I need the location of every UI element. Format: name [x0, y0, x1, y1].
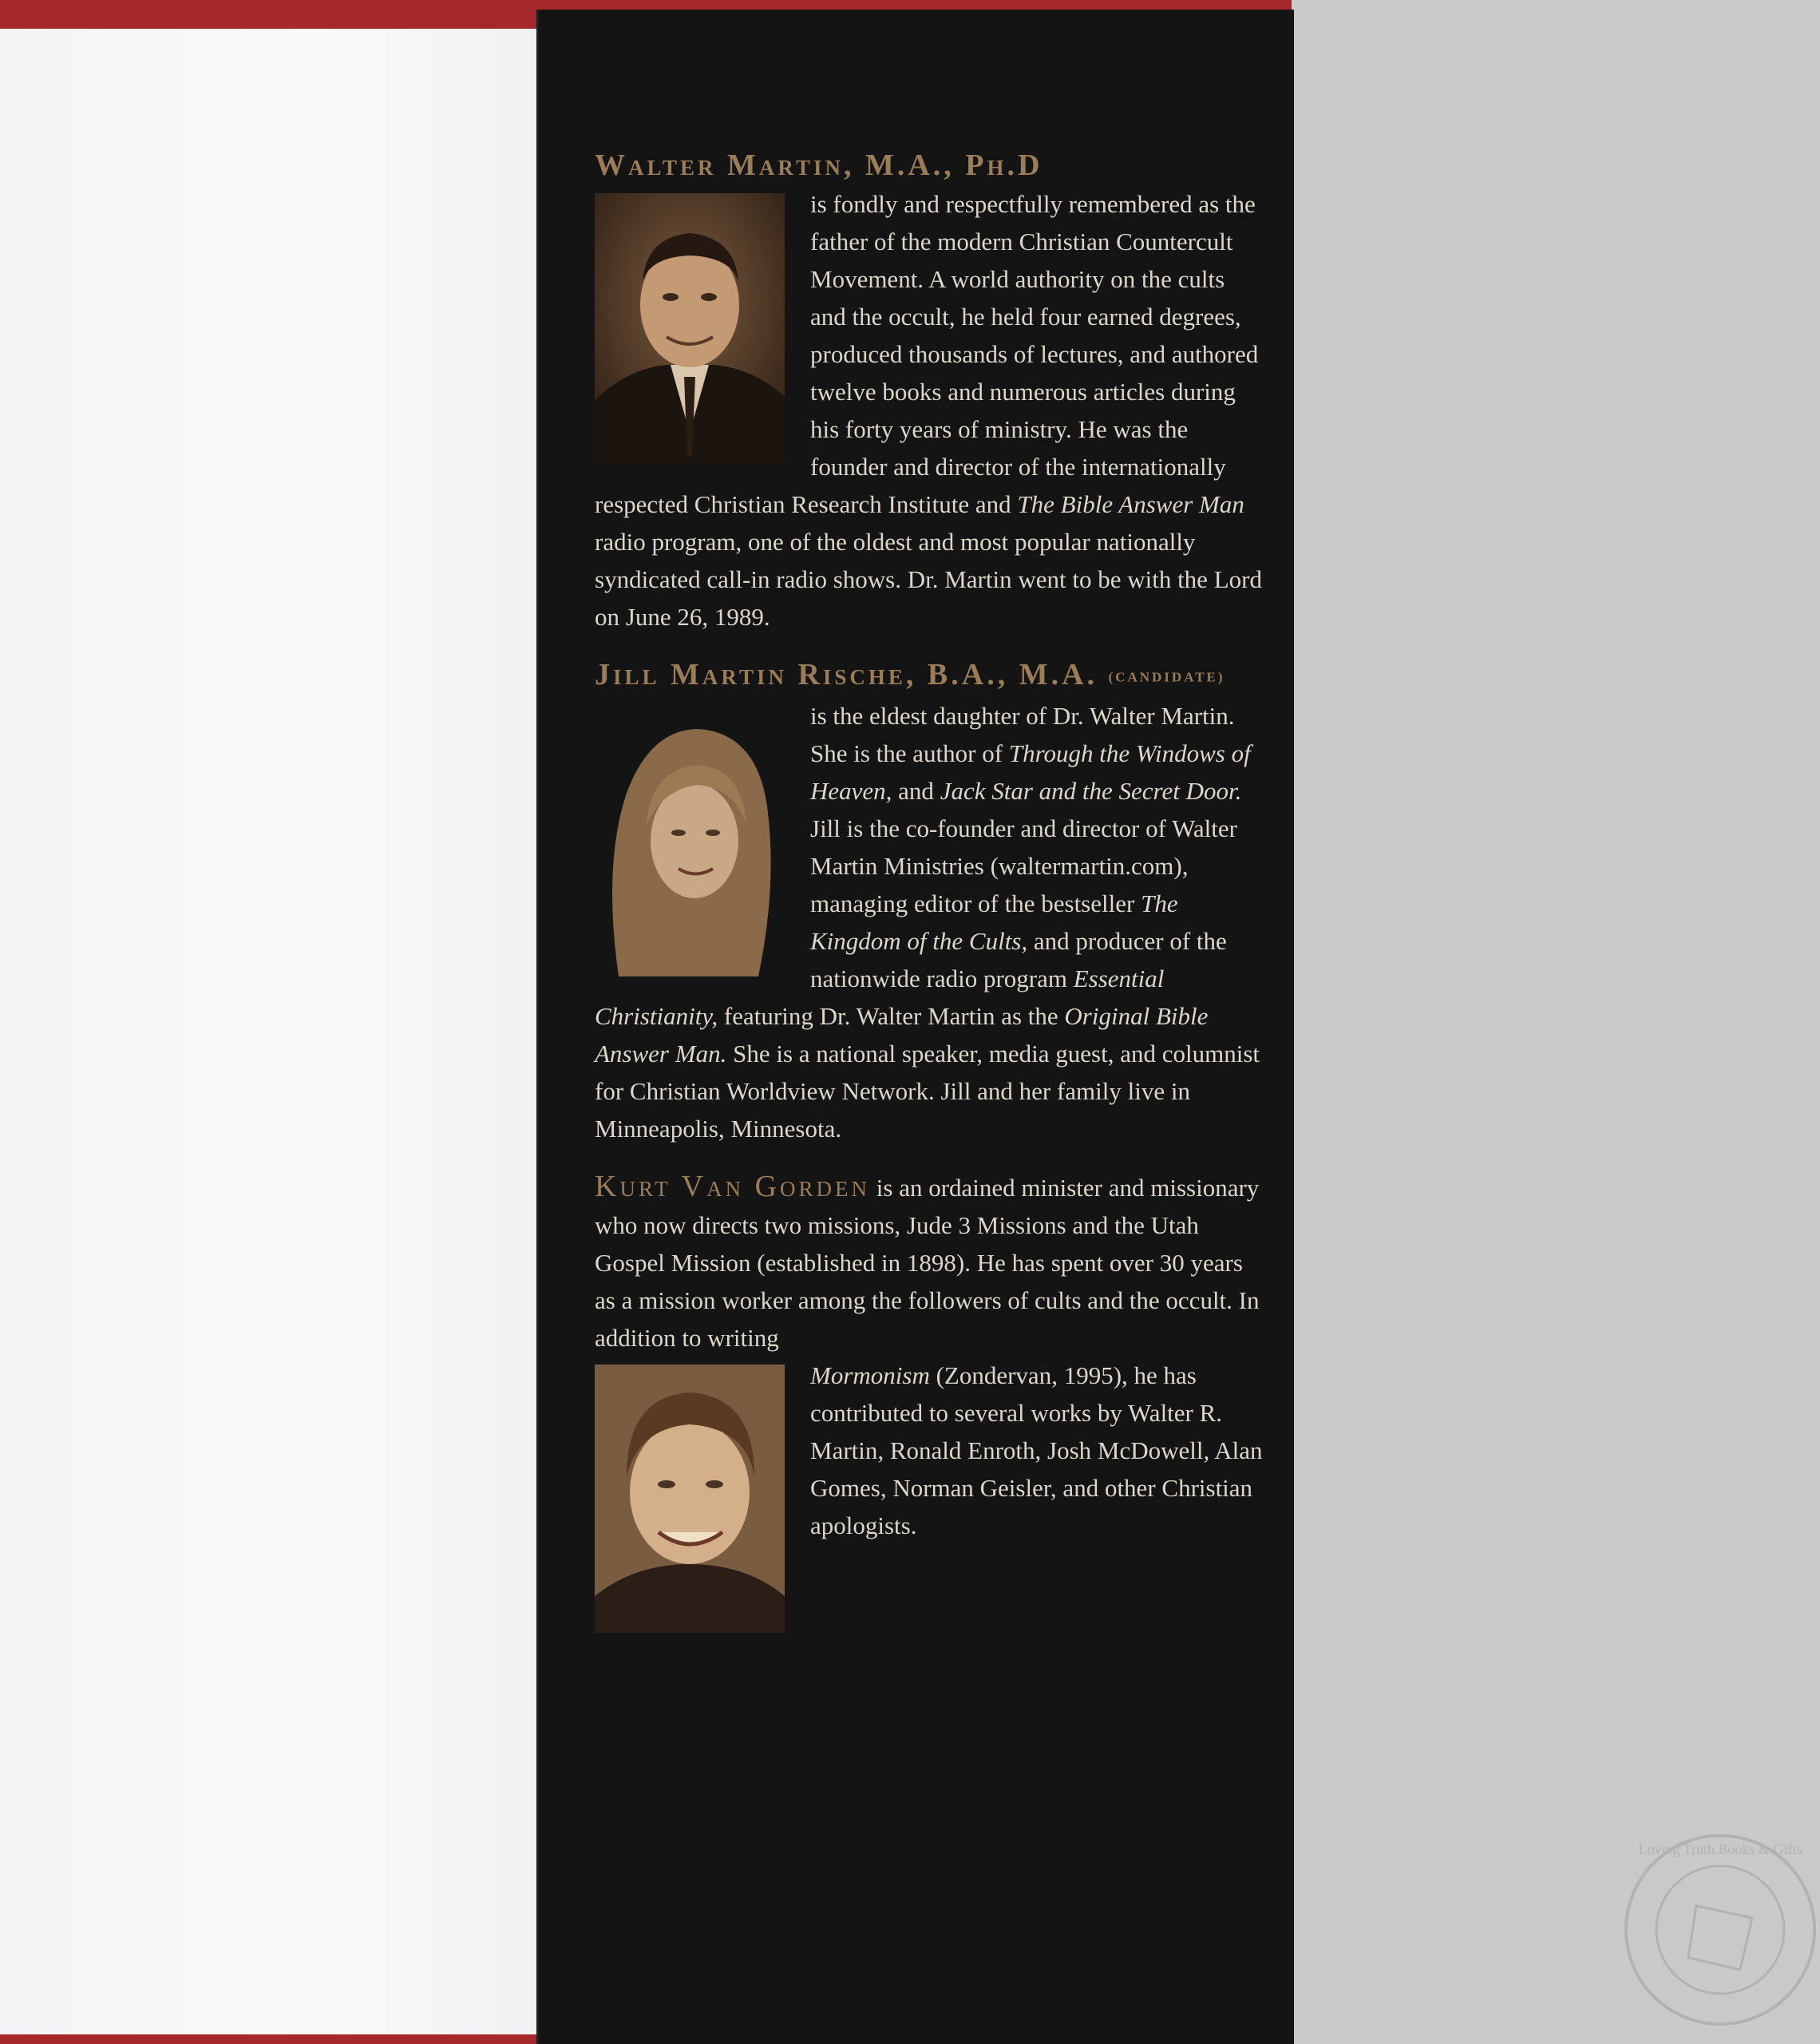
author-bio-jill-martin-rische — [595, 655, 1265, 1147]
author-name: Kurt Van Gorden — [595, 1170, 871, 1204]
walter-martin-portrait — [595, 193, 786, 463]
author-name: Walter Martin, M.A., Ph.D — [595, 149, 1043, 182]
name-suffix: (CANDIDATE) — [1108, 669, 1225, 685]
author-bio-text: is the eldest daughter of Dr. Walter Martin. She is the author of Through the Windows of Heaven, and Jack Star and the Secret Door. Jill is the co-founder and director of Walter Martin Ministries (waltermartin.com), managing editor of the bestseller The Kingdom of the Cults, and producer of the nationwide radio program Essential Christianity, featuring Dr. Walter Martin as the Original Bible Answer Man. She is a national speaker, media guest, and columnist for Christian Worldview Network. Jill and her family live in Minneapolis, Minnesota. — [595, 702, 1260, 1143]
inner-white-page — [0, 29, 539, 2034]
author-bio-walter-martin — [595, 145, 1265, 636]
author-bio-kurt-van-gorden — [595, 1167, 1265, 1641]
back-flap — [536, 10, 1802, 2044]
jill-martin-rische-portrait — [595, 705, 786, 976]
author-name: Jill Martin Rische, B.A., M.A. (CANDIDATE) — [595, 658, 1225, 691]
kurt-van-gorden-portrait — [595, 1365, 786, 1633]
author-bio-text-body: Mormonism (Zondervan, 1995), he has contributed to several works by Walter R. Martin, Ronald Enroth, Josh McDowell, Alan Gomes, Norman Geisler, and other Christian apologists. — [810, 1361, 1263, 1540]
bookstore-stamp-icon — [1620, 1830, 1820, 2030]
author-bios — [595, 145, 1265, 1660]
author-bio-text: Kurt Van Gorden is an ordained minister and missionary who now directs two missions, Jude 3 Missions and the Utah Gospel Mission (established in 1898). He has spent over 30 years as a mission worker among the followers of cults and the occult. In addition to writing — [595, 1170, 1260, 1353]
stamp-text: Loving Truth Books & Gifts — [1638, 1841, 1802, 1857]
author-bio-text: is fondly and respectfully remembered as the father of the modern Christian Countercult Movement. A world authority on the cults and the occult, he held four earned degrees, produced thousands of lectures, and authored twelve books and numerous articles during his forty years of ministry. He was the founder and director of the internationally respected Christian Research Institute and The Bible Answer Man radio program, one of the oldest and most popular nationally syndicated call-in radio shows. Dr. Martin went to be with the Lord on June 26, 1989. — [595, 190, 1262, 631]
